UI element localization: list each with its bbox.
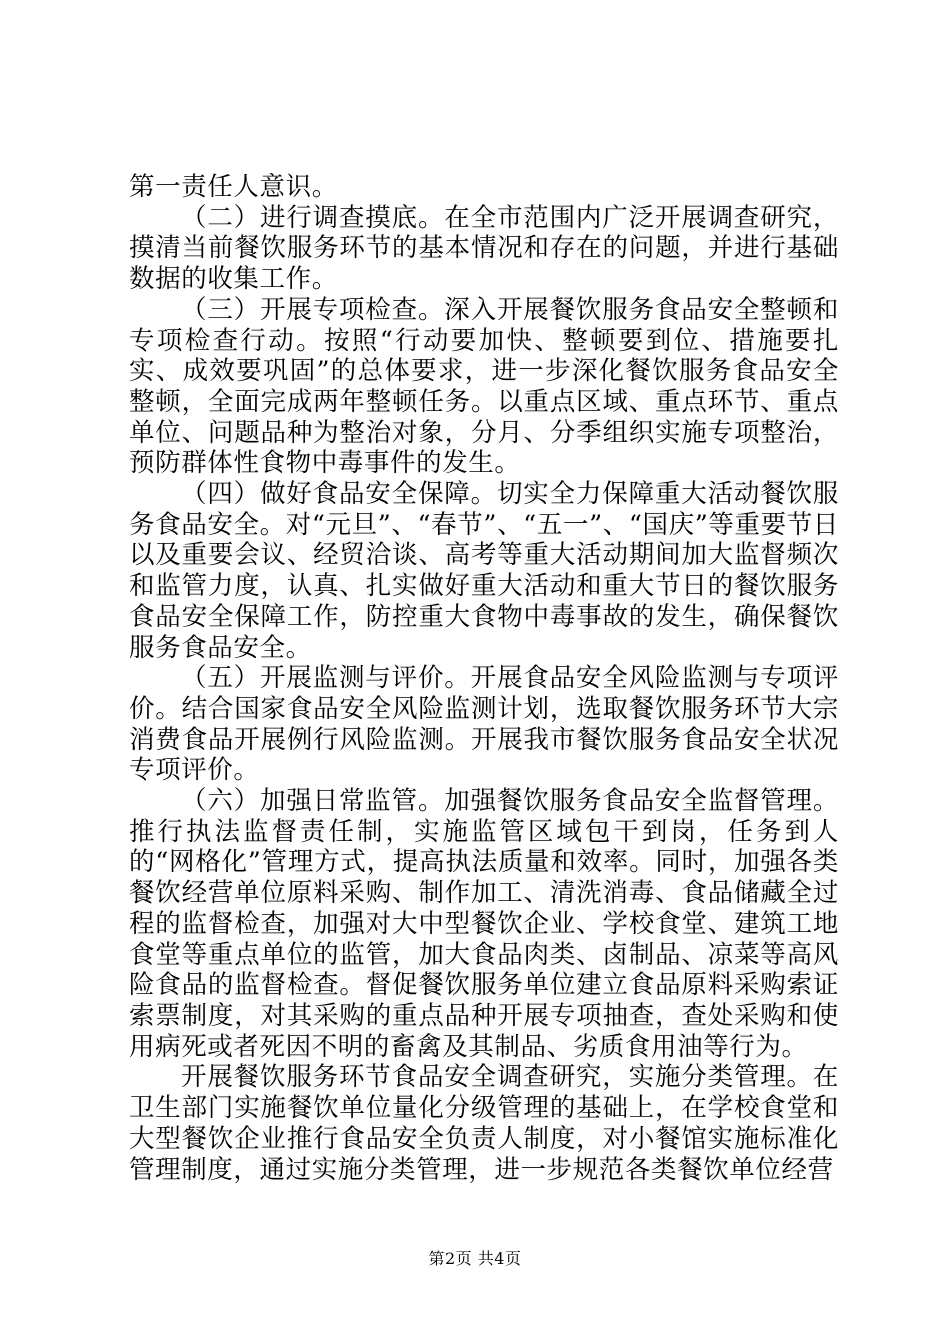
page-number-footer: 第2页 共4页 [428, 1249, 522, 1268]
document-body [129, 172, 839, 1185]
paragraph-safety-guarantee: （四）做好食品安全保障。切实全力保障重大活动餐饮服务食品安全。对“元旦”、“春节”、“五一”、“国庆”等重要节日以及重要会议、经贸洽谈、高考等重大活动期间加大监督频次和监管力度，认真、扎实做好重大活动和重大节日的餐饮服务食品安全保障工作，防控重大食物中毒事故的发生，确保餐饮服务食品安全。 [129, 479, 839, 663]
paragraph-special-inspection: （三）开展专项检查。深入开展餐饮服务食品安全整顿和专项检查行动。按照“行动要加快、整顿要到位、措施要扎实、成效要巩固”的总体要求，进一步深化餐饮服务食品安全整顿，全面完成两年整顿任务。以重点区域、重点环节、重点单位、问题品种为整治对象，分月、分季组织实施专项整治，预防群体性食物中毒事件的发生。 [129, 294, 839, 479]
paragraph-continuation: 第一责任人意识。 [129, 172, 338, 202]
paragraph-daily-supervision: （六）加强日常监管。加强餐饮服务食品安全监督管理。推行执法监督责任制，实施监管区域包干到岗，任务到人的“网格化”管理方式，提高执法质量和效率。同时，加强各类餐饮经营单位原料采购、制作加工、清洗消毒、食品储藏全过程的监督检查，加强对大中型餐饮企业、学校食堂、建筑工地食堂等重点单位的监管，加大食品肉类、卤制品、凉菜等高风险食品的监督检查。督促餐饮服务单位建立食品原料采购索证索票制度，对其采购的重点品种开展专项抽查，查处采购和使用病死或者死因不明的畜禽及其制品、劣质食用油等行为。 [129, 786, 839, 1062]
paragraph-investigation: （二）进行调查摸底。在全市范围内广泛开展调查研究，摸清当前餐饮服务环节的基本情况和存在的问题，并进行基础数据的收集工作。 [129, 202, 839, 295]
paragraph-classified-management: 开展餐饮服务环节食品安全调查研究，实施分类管理。在卫生部门实施餐饮单位量化分级管理的基础上，在学校食堂和大型餐饮企业推行食品安全负责人制度，对小餐馆实施标准化管理制度，通过实施分类管理，进一步规范各类餐饮单位经营 [129, 1062, 839, 1185]
paragraph-monitoring-evaluation: （五）开展监测与评价。开展食品安全风险监测与专项评价。结合国家食品安全风险监测计划，选取餐饮服务环节大宗消费食品开展例行风险监测。开展我市餐饮服务食品安全状况专项评价。 [129, 663, 839, 786]
